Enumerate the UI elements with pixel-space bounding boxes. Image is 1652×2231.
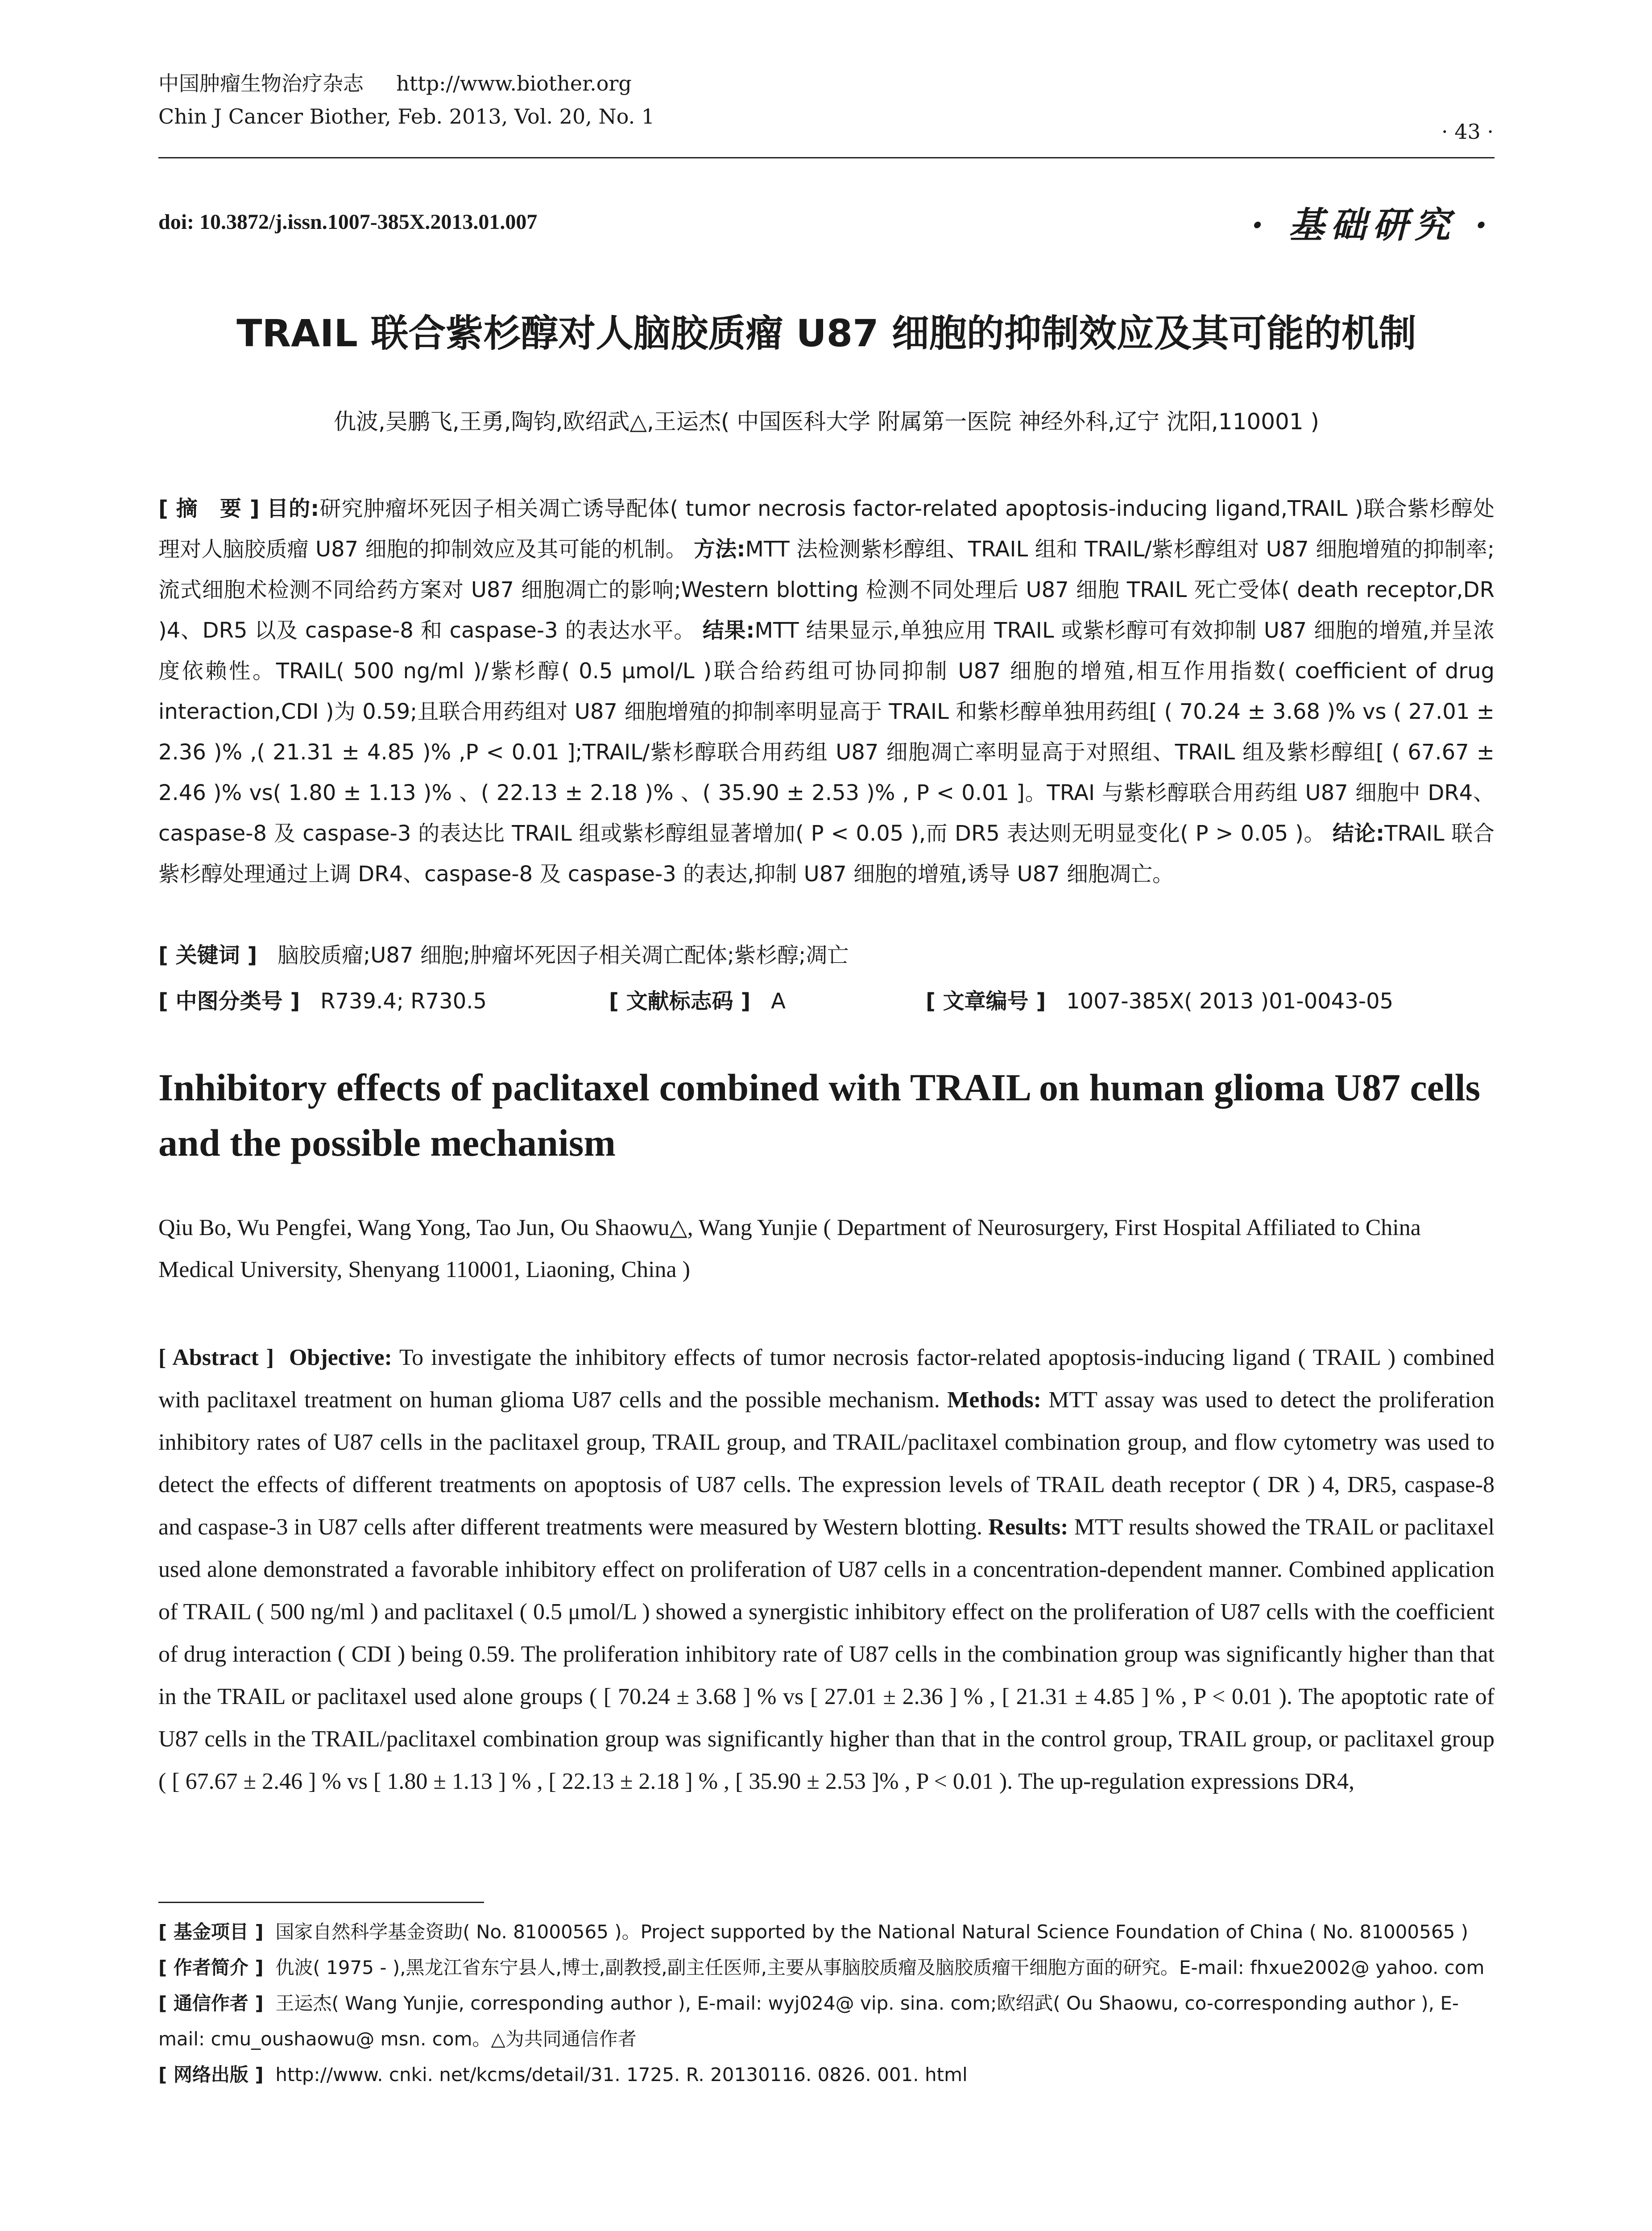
footnote-author — [158, 1950, 1495, 1986]
online-url[interactable]: http://www. cnki. net/kcms/detail/31. 1725. R. 20130116. 0826. 001. html — [275, 2064, 968, 2086]
abstract-cn-label: [ 摘 要 ] — [158, 496, 260, 521]
journal-name-en: Chin J Cancer Biother, Feb. 2013, Vol. 20, No. 1 — [158, 104, 655, 129]
corresponding-label: [ 通信作者 ] — [158, 1992, 264, 2014]
keywords-cn-text: 脑胶质瘤;U87 细胞;肿瘤坏死因子相关凋亡配体;紫杉醇;凋亡 — [277, 943, 849, 968]
abstract-cn — [158, 489, 1495, 895]
doc-code-value: A — [771, 989, 786, 1014]
methods-cn: MTT 法检测紫杉醇组、TRAIL 组和 TRAIL/紫杉醇组对 U87 细胞增殖的抑制率;流式细胞术检测不同给药方案对 U87 细胞凋亡的影响;Western blotting 检测不同处理后 U87 细胞 TRAIL 死亡受体( death receptor,DR )4、DR5 以及 caspase-8 和 caspase-3 的表达水平。 — [158, 537, 1495, 643]
keywords-cn — [158, 938, 1495, 969]
online-label: [ 网络出版 ] — [158, 2064, 264, 2086]
header-divider — [158, 157, 1495, 158]
footnote-fund — [158, 1914, 1495, 1950]
results-cn-label: 结果: — [702, 618, 755, 643]
author-bio-label: [ 作者简介 ] — [158, 1957, 264, 1978]
abstract-en — [158, 1336, 1495, 1803]
article-number-value: 1007-385X( 2013 )01-0043-05 — [1066, 989, 1394, 1014]
footnote-online — [158, 2057, 1495, 2093]
methods-cn-label: 方法: — [694, 537, 745, 562]
results-en-label: Results: — [988, 1514, 1068, 1540]
authors-cn: 仇波,吴鹏飞,王勇,陶钧,欧绍武△,王运杰( 中国医科大学 附属第一医院 神经外科,辽宁 沈阳,110001 ) — [333, 409, 1320, 435]
article-title-cn: TRAIL 联合紫杉醇对人脑胶质瘤 U87 细胞的抑制效应及其可能的机制 — [236, 311, 1416, 355]
objective-en: To investigate the inhibitory effects of tumor necrosis factor-related apoptosis-inducing ligand ( TRAIL ) combined with paclitaxel treatment on human glioma U87 cells and the possible mechanism. — [158, 1345, 1495, 1413]
conclusion-cn: TRAIL 联合紫杉醇处理通过上调 DR4、caspase-8 及 caspase-3 的表达,抑制 U87 细胞的增殖,诱导 U87 细胞凋亡。 — [158, 821, 1495, 887]
authors-en: Qiu Bo, Wu Pengfei, Wang Yong, Tao Jun, Ou Shaowu△, Wang Yunjie ( Department of Neurosurgery, First Hospital Affiliated to China Medical University, Shenyang 110001, Liaoning, China ) — [158, 1215, 1421, 1282]
objective-cn-label: 目的: — [267, 496, 319, 521]
article-number-label: [ 文章编号 ] — [926, 989, 1046, 1014]
objective-en-label: Objective: — [289, 1345, 392, 1370]
clc-value: R739.4; R730.5 — [320, 989, 487, 1014]
journal-url[interactable]: http://www.biother.org — [396, 71, 632, 95]
methods-en-label: Methods: — [947, 1387, 1041, 1413]
fund-text: 国家自然科学基金资助( No. 81000565 )。Project supported by the National Natural Science Foundation of China ( No. 81000565 ) — [275, 1921, 1469, 1943]
article-title-en: Inhibitory effects of paclitaxel combined with TRAIL on human glioma U87 cells and the possible mechanism — [158, 1066, 1481, 1164]
results-cn: MTT 结果显示,单独应用 TRAIL 或紫杉醇可有效抑制 U87 细胞的增殖,并呈浓度依赖性。TRAIL( 500 ng/ml )/紫杉醇( 0.5 μmol/L )联合给药组可协同抑制 U87 细胞的增殖,相互作用指数( coefficient of drug interaction,CDI )为 0.59;且联合用药组对 U87 细胞增殖的抑制率明显高于 TRAIL 和紫杉醇单独用药组[ ( 70.24 ± 3.68 )% vs ( 27.01 ± 2.36 )% ,( 21.31 ± 4.85 )% ,P < 0.01 ];TRAIL/紫杉醇联合用药组 U87 细胞凋亡率明显高于对照组、TRAIL 组及紫杉醇组[ ( 67.67 ± 2.46 )% vs( 1.80 ± 1.13 )% 、( 22.13 ± 2.18 )% 、( 35.90 ± 2.53 )% , P < 0.01 ]。TRAI 与紫杉醇联合用药组 U87 细胞中 DR4、caspase-8 及 caspase-3 的表达比 TRAIL 组或紫杉醇组显著增加( P < 0.05 ),而 DR5 表达则无明显变化( P > 0.05 )。 — [158, 618, 1495, 846]
footnote-divider — [158, 1902, 484, 1903]
journal-line-cn — [158, 67, 654, 100]
fund-label: [ 基金项目 ] — [158, 1921, 264, 1943]
footnote-corresponding — [158, 1986, 1495, 2057]
journal-name-cn: 中国肿瘤生物治疗杂志 — [158, 71, 364, 95]
objective-cn: 研究肿瘤坏死因子相关凋亡诱导配体( tumor necrosis factor-related apoptosis-inducing ligand,TRAIL )联合紫杉醇处理对人脑胶质瘤 U87 细胞的抑制效应及其可能的机制。 — [158, 496, 1495, 562]
results-en: MTT results showed the TRAIL or paclitaxel used alone demonstrated a favorable inhibitory effect on proliferation of U87 cells in a concentration-dependent manner. Combined application of TRAIL ( 500 ng/ml ) and paclitaxel ( 0.5 μmol/L ) showed a synergistic inhibitory effect on the proliferation of U87 cells with the coefficient of drug interaction ( CDI ) being 0.59. The proliferation inhibitory rate of U87 cells in the combination group was significantly higher than that in the TRAIL or paclitaxel used alone groups ( [ 70.24 ± 3.68 ] % vs [ 27.01 ± 2.36 ] % , [ 21.31 ± 4.85 ] % , P < 0.01 ). The apoptotic rate of U87 cells in the TRAIL/paclitaxel combination group was significantly higher than that in the control group, TRAIL group, or paclitaxel group ( [ 67.67 ± 2.46 ] % vs [ 1.80 ± 1.13 ] % , [ 22.13 ± 2.18 ] % , [ 35.90 ± 2.53 ]% , P < 0.01 ). The up-regulation expressions DR4, — [158, 1514, 1495, 1794]
page-number: · 43 · — [1441, 120, 1494, 144]
doi: doi: 10.3872/j.issn.1007-385X.2013.01.007 — [158, 210, 538, 234]
conclusion-cn-label: 结论: — [1332, 821, 1385, 846]
article-number — [926, 984, 1393, 1015]
footnotes — [158, 1914, 1495, 2093]
section-tag: · 基础研究 · — [1251, 204, 1494, 246]
keywords-cn-label: [ 关键词 ] — [158, 943, 257, 968]
doc-code-label: [ 文献标志码 ] — [609, 989, 751, 1014]
methods-en: MTT assay was used to detect the proliferation inhibitory rates of U87 cells in the paclitaxel group, TRAIL group, and TRAIL/paclitaxel combination group, and flow cytometry was used to detect the effects of different treatments on apoptosis of U87 cells. The expression levels of TRAIL death receptor ( DR ) 4, DR5, caspase-8 and caspase-3 in U87 cells after different treatments were measured by Western blotting. — [158, 1387, 1495, 1540]
clc-label: [ 中图分类号 ] — [158, 989, 300, 1014]
document-code — [609, 984, 786, 1015]
corresponding-text: 王运杰( Wang Yunjie, corresponding author ), E-mail: wyj024@ vip. sina. com;欧绍武( Ou Shaowu, co-corresponding author ), E-mail: cmu_oushaowu@ msn. com。△为共同通信作者 — [158, 1992, 1459, 2050]
clc-number — [158, 984, 487, 1015]
author-bio-text: 仇波( 1975 - ),黑龙江省东宁县人,博士,副教授,副主任医师,主要从事脑胶质瘤及脑胶质瘤干细胞方面的研究。E-mail: fhxue2002@ yahoo. com — [275, 1957, 1485, 1978]
abstract-en-label: [ Abstract ] — [158, 1345, 274, 1370]
running-header — [158, 67, 654, 133]
